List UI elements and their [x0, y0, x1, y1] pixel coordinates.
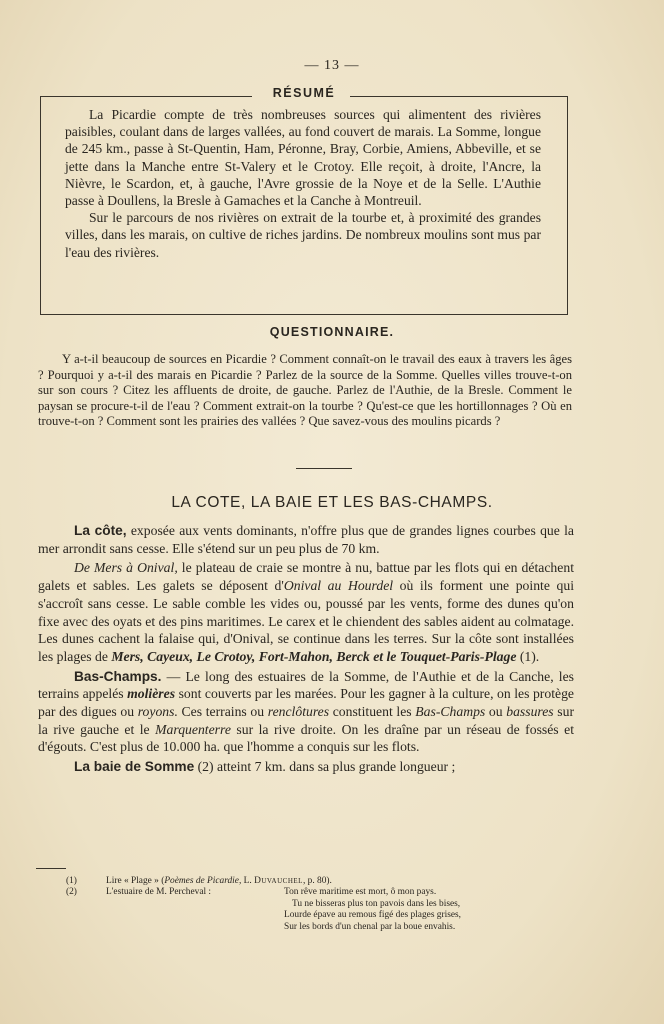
resume-paragraph-1: La Picardie compte de très nombreuses sources qui alimentent des rivières paisibles, coulant dans de larges vallées, au fond couvert de marais. La Somme, longue de 245 km., passe à St-Quentin, Ham, Péronne, Bray, Corbie, Amiens, Abbeville, et se jette dans la Manche entre St-Valery et le Crotoy. Elle reçoit, à droite, l'Ancre, la Nièvre, le Scardon, et, à gauche, l'Avre grossie de la Noye et de la Selle. L'Authie passe à Doullens, la Bresle à Gamaches et la Canche à Montreuil.	[65, 107, 541, 209]
cote-text: exposée aux vents dominants, n'offre plus que de grandes lignes courbes que la mer arrondit sans cesse. Elle s'étend sur un peu plus de 70 km.	[38, 523, 574, 556]
bas-renclotures: renclôtures	[267, 704, 330, 720]
footnote-1-text-c: L.	[241, 876, 255, 886]
footnotes	[66, 876, 566, 933]
lead-baie: La baie de Somme	[74, 759, 195, 775]
bas-text-7: sur la rive droite. On les draîne par un réseau de fossés et d'égouts. C'est plus de 10.000 ha. que l'homme a conquis sur les flots.	[38, 721, 574, 755]
footnote-1	[66, 876, 566, 887]
mers-text-2: où ils forment une pointe qui s'accroît sans cesse. Le sable comble les vides ou, poussé par les vents, forme des dunes qu'on fixe avec des oyats et des pins maritimes. Le carex et le chiendent des sables aident au colmatage. Les dunes cachent la falaise qui, d'Onival, se continue dans les terres. Sur la côte sont installées les plages de	[38, 578, 575, 664]
footnote-1-text	[106, 876, 332, 887]
bas-text-6: sur la rive gauche et le	[38, 704, 575, 737]
footnote-1-author: Duvauchel	[254, 876, 303, 886]
mers-plages: Mers, Cayeux, Le Crotoy, Fort-Mahon, Berck et le Touquet-Paris-Plage	[111, 648, 517, 664]
bas-text-3: Ces terrains ou	[177, 704, 268, 720]
questionnaire-text: Y a-t-il beaucoup de sources en Picardie ? Comment connaît-on le travail des eaux à travers les âges ? Pourquoi y a-t-il des marais en Picardie ? Parlez de la source de la Somme. Quelles villes trouve-t-on sur son cours ? Citez les affluents de droite, de gauche. Parlez de l'Authie, de la Bresle. Comment le paysan se procure-t-il de l'eau ? Comment extrait-on la tourbe ? Qu'est-ce que les hortillonnages ? Où en trouve-t-on ? Comment sont les prairies des vallées ? Que savez-vous des moulins picards ?	[38, 352, 572, 429]
mers-italic-1: De Mers à Onival,	[74, 560, 178, 576]
footnote-1-text-e: , p. 80).	[302, 876, 332, 886]
mers-italic-2: Onival au Hourdel	[283, 578, 394, 594]
section-separator	[296, 468, 352, 469]
poem-line: Ton rêve maritime est mort, ô mon pays.	[284, 887, 437, 898]
main-text	[38, 522, 574, 778]
footnote-1-text-a: Lire « Plage » (	[106, 876, 165, 886]
bas-text-5: ou	[485, 704, 507, 720]
footnote-2-poem	[284, 887, 461, 933]
footnote-1-number: (1)	[66, 876, 77, 886]
bas-text-4: constituent les	[329, 704, 416, 720]
footnote-1-title: Poèmes de Picardie,	[164, 876, 242, 886]
resume-title: RÉSUMÉ	[272, 86, 336, 100]
page-number: — 13 —	[304, 58, 360, 73]
baie-text: (2) atteint 7 km. dans sa plus grande longueur ;	[194, 759, 456, 775]
mers-text-1: le plateau de craie se montre à nu, battue par les flots qui en détachent galets et sables. Les galets se déposent d'	[38, 560, 574, 594]
bas-text-2: sont couverts par les marées. Pour les gagner à la culture, on les protège par des digues ou	[38, 686, 574, 720]
paragraph-cote	[38, 522, 574, 557]
footnote-2-number: (2)	[66, 887, 77, 898]
paragraph-bas-champs	[38, 668, 574, 757]
footnote-2-text: L'estuaire de M. Percheval :	[106, 887, 212, 898]
poem-line: Sur les bords d'un chenal par la boue envahis.	[284, 921, 456, 932]
mers-text-3: (1).	[516, 648, 540, 664]
bas-marquenterre: Marquenterre	[155, 721, 231, 737]
bas-bassures: bassures	[506, 704, 554, 720]
bas-text-1: — Le long des estuaires de la Somme, de l'Authie et de la Canche, les terrains appelés	[38, 668, 574, 702]
paragraph-baie	[38, 758, 574, 776]
lead-cote: La côte,	[74, 523, 127, 538]
poem-line: Lourde épave au remous figé des plages grises,	[284, 910, 462, 921]
bas-molieres: molières	[127, 686, 176, 702]
paragraph-mers	[38, 559, 574, 665]
lead-bas-champs: Bas-Champs.	[74, 668, 162, 684]
section-title: LA COTE, LA BAIE ET LES BAS-CHAMPS.	[171, 494, 493, 511]
bas-royons: royons.	[137, 704, 178, 720]
questionnaire-body	[38, 352, 572, 430]
resume-body	[65, 106, 541, 261]
resume-paragraph-2: Sur le parcours de nos rivières on extrait de la tourbe et, à proximité des grandes villes, dans les marais, on cultive de riches jardins. De nombreux moulins sont mus par l'eau des rivières.	[65, 210, 541, 260]
footnote-rule	[36, 868, 66, 869]
bas-bas-champs: Bas-Champs	[415, 704, 486, 720]
poem-line: Tu ne bisseras plus ton pavois dans les bises,	[292, 898, 461, 909]
footnote-2	[66, 887, 566, 933]
questionnaire-title: QUESTIONNAIRE.	[269, 325, 395, 339]
resume-box	[40, 86, 568, 315]
